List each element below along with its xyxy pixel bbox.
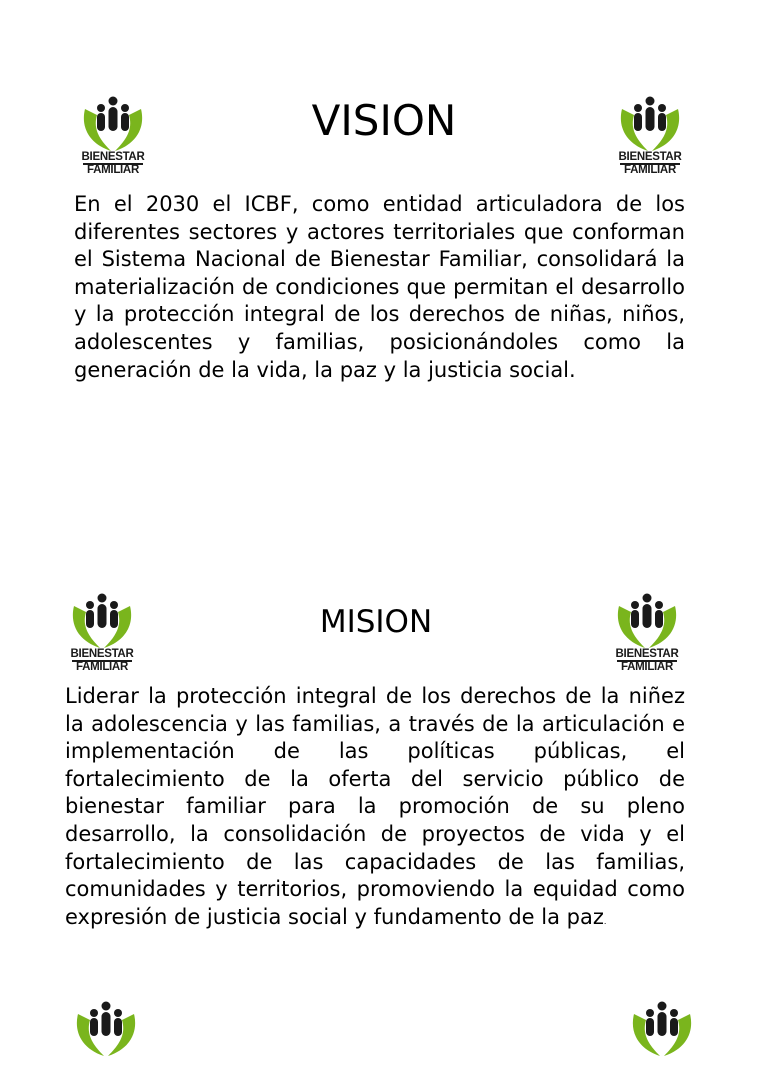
logo-line2: FAMILIAR	[624, 164, 676, 176]
vision-title: VISION	[311, 96, 457, 145]
logo-line1: BIENESTAR	[615, 648, 679, 660]
mision-body: Liderar la protección integral de los derechos de la niñez la adolescencia y las familias, a través de la articulación e implementación de las políticas públicas, el fortalecimiento de la oferta del servicio público de bienestar familiar para la promoción de su pleno desarrollo, la consolidación de proyectos de vida y el fortalecimiento de las capacidades de las familias, comunidades y territorios, promoviendo la equidad como expresión de justicia social y fundamento de la paz	[65, 684, 685, 929]
family-hands-icon	[70, 1000, 142, 1058]
logo-line2: FAMILIAR	[621, 661, 673, 673]
mision-trailing-dot: .	[603, 916, 607, 926]
logo-line2: FAMILIAR	[76, 661, 128, 673]
logo-line1: BIENESTAR	[81, 151, 145, 163]
vision-text: En el 2030 el ICBF, como entidad articuladora de los diferentes sectores y actores territoriales que conforman el Sistema Nacional de Bienestar Familiar, consolidará la materialización de condiciones que permitan el desarrollo y la protección integral de los derechos de niñas, niños, adolescentes y familias, posicionándoles como la generación de la vida, la paz y la justicia social.	[74, 192, 685, 382]
mision-title: MISION	[319, 604, 433, 640]
bienestar-familiar-logo	[626, 1000, 698, 1086]
mision-text	[65, 683, 685, 935]
bienestar-familiar-logo	[70, 1000, 142, 1086]
family-hands-icon	[626, 1000, 698, 1058]
logo-line1: BIENESTAR	[70, 648, 134, 660]
logo-line1: BIENESTAR	[618, 151, 682, 163]
logo-line2: FAMILIAR	[87, 164, 139, 176]
